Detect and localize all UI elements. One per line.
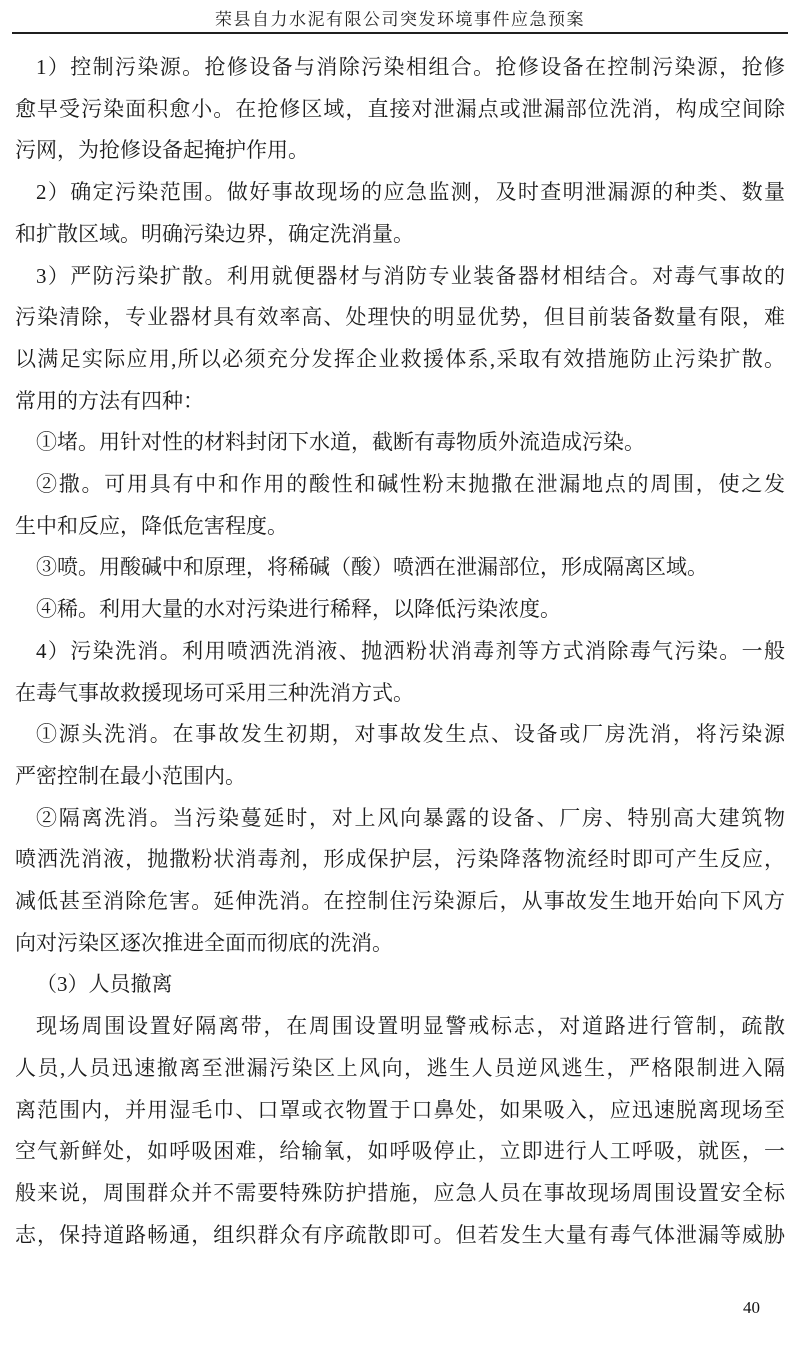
paragraph: [15, 714, 785, 797]
paragraph-line: 现场周围设置好隔离带，在周围设置明显警戒标志，对道路进行管制，疏散: [36, 1014, 785, 1039]
paragraph-line: ②撒。可用具有中和作用的酸性和碱性粉末抛撒在泄漏地点的周围，使之发: [36, 472, 785, 497]
paragraph: [15, 798, 785, 965]
paragraph: [15, 422, 785, 464]
paragraph: [15, 1006, 785, 1256]
paragraph-line: 1）控制污染源。抢修设备与消除污染相组合。抢修设备在控制污染源，抢修: [36, 55, 785, 79]
header-rule: [12, 32, 788, 34]
paragraph-line: ④稀。利用大量的水对污染进行稀释，以降低污染浓度。: [36, 597, 561, 622]
paragraph-line: 以满足实际应用,所以必须充分发挥企业救援体系,采取有效措施防止污染扩散。: [15, 346, 785, 371]
paragraph-line: 生中和反应，降低危害程度。: [15, 513, 288, 538]
paragraph: [15, 172, 785, 255]
paragraph-line: 严密控制在最小范围内。: [15, 763, 246, 788]
paragraph-line: 喷洒洗消液，抛撒粉状消毒剂，形成保护层，污染降落物流经时即可产生反应，: [15, 847, 785, 872]
paragraph: [15, 464, 785, 547]
paragraph-line: ③喷。用酸碱中和原理，将稀碱（酸）喷洒在泄漏部位，形成隔离区域。: [36, 555, 708, 580]
paragraph: [15, 964, 785, 1006]
paragraph-line: 污网，为抢修设备起掩护作用。: [15, 138, 309, 163]
paragraph-line: 人员,人员迅速撤离至泄漏污染区上风向，逃生人员逆风逃生，严格限制进入隔: [15, 1055, 785, 1080]
paragraph-line: 空气新鲜处，如呼吸困难，给输氧，如呼吸停止，立即进行人工呼吸，就医，一: [15, 1139, 785, 1164]
paragraph: [15, 547, 785, 589]
paragraph-line: 3）严防污染扩散。利用就便器材与消防专业装备器材相结合。对毒气事故的: [36, 263, 785, 288]
paragraph-line: 4）污染洗消。利用喷洒洗消液、抛洒粉状消毒剂等方式消除毒气污染。一般: [36, 638, 785, 663]
paragraph-line: ①源头洗消。在事故发生初期，对事故发生点、设备或厂房洗消，将污染源: [36, 722, 785, 747]
paragraph-line: 离范围内，并用湿毛巾、口罩或衣物置于口鼻处，如果吸入，应迅速脱离现场至: [15, 1097, 785, 1122]
paragraph-line: 污染清除，专业器材具有效率高、处理快的明显优势，但目前装备数量有限，难: [15, 305, 785, 330]
page-number: 40: [743, 1298, 760, 1317]
page-header-title: 荣县自力水泥有限公司突发环境事件应急预案: [215, 10, 585, 29]
paragraph: [15, 589, 785, 631]
paragraph-line: ①堵。用针对性的材料封闭下水道，截断有毒物质外流造成污染。: [36, 430, 645, 455]
paragraph-line: 愈早受污染面积愈小。在抢修区域，直接对泄漏点或泄漏部位洗消，构成空间除: [15, 96, 785, 121]
paragraph: [15, 631, 785, 714]
paragraph: [15, 256, 785, 423]
paragraph-line: 向对污染区逐次推进全面而彻底的洗消。: [15, 930, 393, 955]
paragraph-line: 2）确定污染范围。做好事故现场的应急监测，及时查明泄漏源的种类、数量: [36, 180, 785, 205]
paragraph: [15, 47, 785, 172]
document-body: [15, 47, 785, 1256]
paragraph-line: 减低甚至消除危害。延伸洗消。在控制住污染源后，从事故发生地开始向下风方: [15, 889, 785, 914]
paragraph-line: 常用的方法有四种：: [15, 388, 204, 413]
paragraph-line: 般来说，周围群众并不需要特殊防护措施，应急人员在事故现场周围设置安全标: [15, 1180, 785, 1205]
paragraph-line: 和扩散区域。明确污染边界，确定洗消量。: [15, 221, 414, 246]
paragraph-line: 在毒气事故救援现场可采用三种洗消方式。: [15, 680, 414, 705]
paragraph-line: ②隔离洗消。当污染蔓延时，对上风向暴露的设备、厂房、特别高大建筑物: [36, 805, 785, 830]
paragraph-line: （3）人员撤离: [36, 972, 173, 997]
paragraph-line: 志，保持道路畅通，组织群众有序疏散即可。但若发生大量有毒气体泄漏等威胁: [15, 1222, 785, 1247]
